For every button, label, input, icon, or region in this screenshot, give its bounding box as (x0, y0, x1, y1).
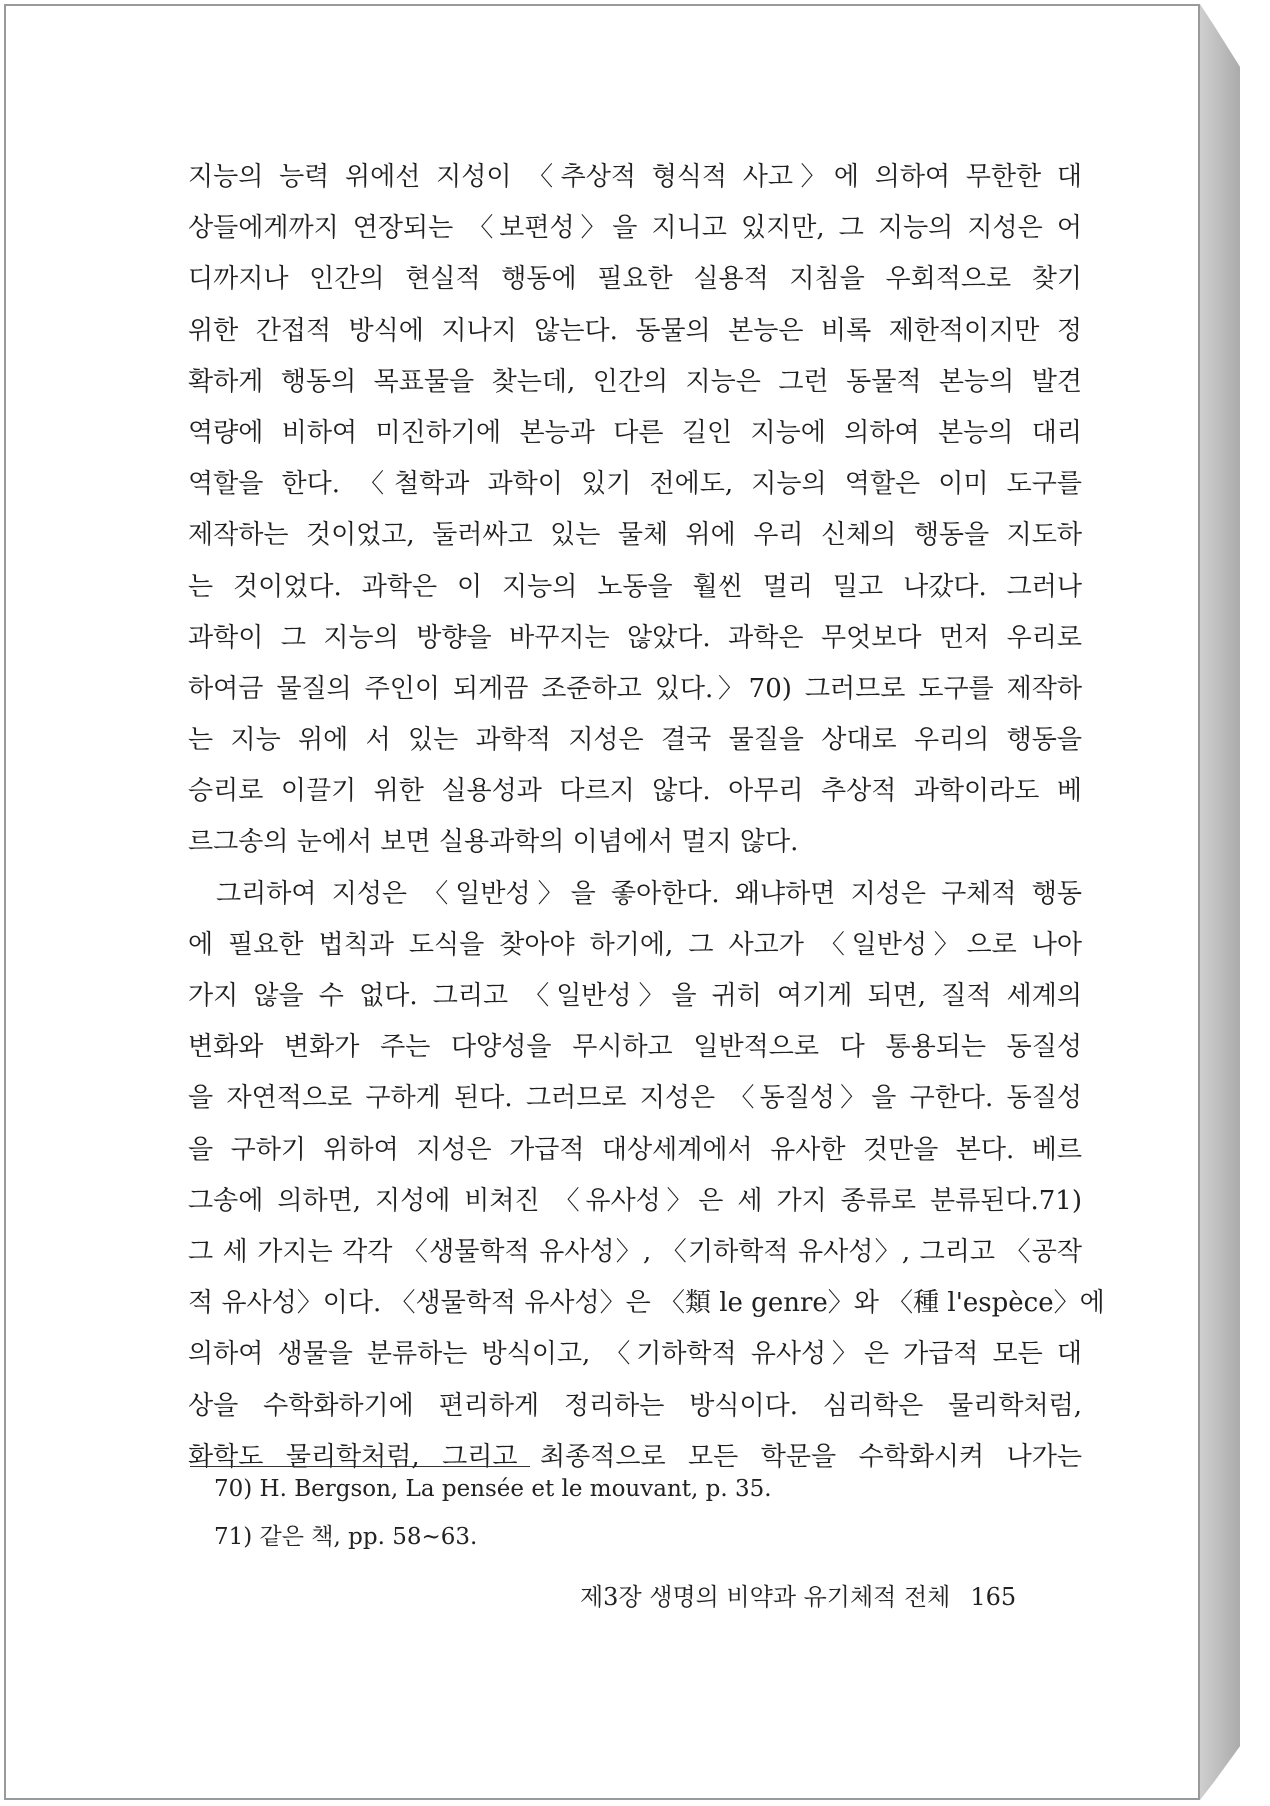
chapter-title: 제3장 생명의 비약과 유기체적 전체 (580, 1583, 951, 1611)
text-line: 디까지나 인간의 현실적 행동에 필요한 실용적 지침을 우회적으로 찾기 (188, 264, 1082, 295)
text-line: 승리로 이끌기 위한 실용성과 다르지 않다. 아무리 추상적 과학이라도 베 (188, 776, 1082, 807)
text-line: 제작하는 것이었고, 둘러싸고 있는 물체 위에 우리 신체의 행동을 지도하 (188, 520, 1082, 551)
body-text (188, 152, 1105, 1483)
text-line: 상을 수학화하기에 편리하게 정리하는 방식이다. 심리학은 물리학처럼, (188, 1390, 1082, 1421)
text-line: 는 지능 위에 서 있는 과학적 지성은 결국 물질을 상대로 우리의 행동을 (188, 725, 1082, 756)
text-line: 지능의 능력 위에선 지성이 〈추상적 형식적 사고〉에 의하여 무한한 대 (188, 162, 1082, 192)
footnote: 70) H. Bergson, La pensée et le mouvant, p. 35. (214, 1476, 772, 1502)
text-line: 을 자연적으로 구하게 된다. 그러므로 지성은 〈동질성〉을 구한다. 동질성 (188, 1083, 1082, 1114)
page-edge-shadow (1200, 4, 1240, 1800)
text-line: 그리하여 지성은 〈일반성〉을 좋아한다. 왜냐하면 지성은 구체적 행동 (216, 878, 1082, 909)
text-line: 확하게 행동의 목표물을 찾는데, 인간의 지능은 그런 동물적 본능의 발견 (188, 366, 1082, 397)
text-line: 그송에 의하면, 지성에 비쳐진 〈유사성〉은 세 가지 종류로 분류된다.71) (188, 1185, 1082, 1216)
text-line: 의하여 생물을 분류하는 방식이고, 〈기하학적 유사성〉은 가급적 모든 대 (188, 1339, 1082, 1370)
text-line: 가지 않을 수 없다. 그리고 〈일반성〉을 귀히 여기게 되면, 질적 세계의 (188, 981, 1082, 1011)
text-line: 그 세 가지는 각각 〈생물학적 유사성〉, 〈기하학적 유사성〉, 그리고 〈공작 (188, 1236, 1082, 1267)
text-line: 에 필요한 법칙과 도식을 찾아야 하기에, 그 사고가 〈일반성〉으로 나아 (188, 929, 1082, 960)
text-line: 르그송의 눈에서 보면 실용과학의 이념에서 멀지 않다. (188, 827, 799, 858)
text-line: 역할을 한다. 〈철학과 과학이 있기 전에도, 지능의 역할은 이미 도구를 (188, 469, 1082, 500)
text-line: 상들에게까지 연장되는 〈보편성〉을 지니고 있지만, 그 지능의 지성은 어 (188, 213, 1082, 244)
text-line: 는 것이었다. 과학은 이 지능의 노동을 훨씬 멀리 밀고 나갔다. 그러나 (188, 571, 1082, 602)
text-line: 위한 간접적 방식에 지나지 않는다. 동물의 본능은 비록 제한적이지만 정 (188, 315, 1082, 346)
footnotes (214, 1465, 772, 1561)
text-line: 화학도 물리학처럼, 그리고 최종적으로 모든 학문을 수학화시켜 나가는 (188, 1441, 1082, 1472)
text-line: 적 유사성〉이다. 〈생물학적 유사성〉은 〈類 le genre〉와 〈種 l'espèce〉에 (188, 1288, 1105, 1319)
text-line: 을 구하기 위하여 지성은 가급적 대상세계에서 유사한 것만을 본다. 베르 (188, 1134, 1082, 1165)
footnote: 71) 같은 책, pp. 58~63. (214, 1524, 478, 1550)
text-line: 하여금 물질의 주인이 되게끔 조준하고 있다.〉70) 그러므로 도구를 제작하 (188, 673, 1082, 704)
running-footer (580, 1577, 1016, 1612)
text-line: 과학이 그 지능의 방향을 바꾸지는 않았다. 과학은 무엇보다 먼저 우리로 (188, 622, 1082, 653)
text-line: 역량에 비하여 미진하기에 본능과 다른 길인 지능에 의하여 본능의 대리 (188, 417, 1082, 448)
page-number: 165 (970, 1583, 1017, 1611)
text-line: 변화와 변화가 주는 다양성을 무시하고 일반적으로 다 통용되는 동질성 (188, 1032, 1082, 1063)
